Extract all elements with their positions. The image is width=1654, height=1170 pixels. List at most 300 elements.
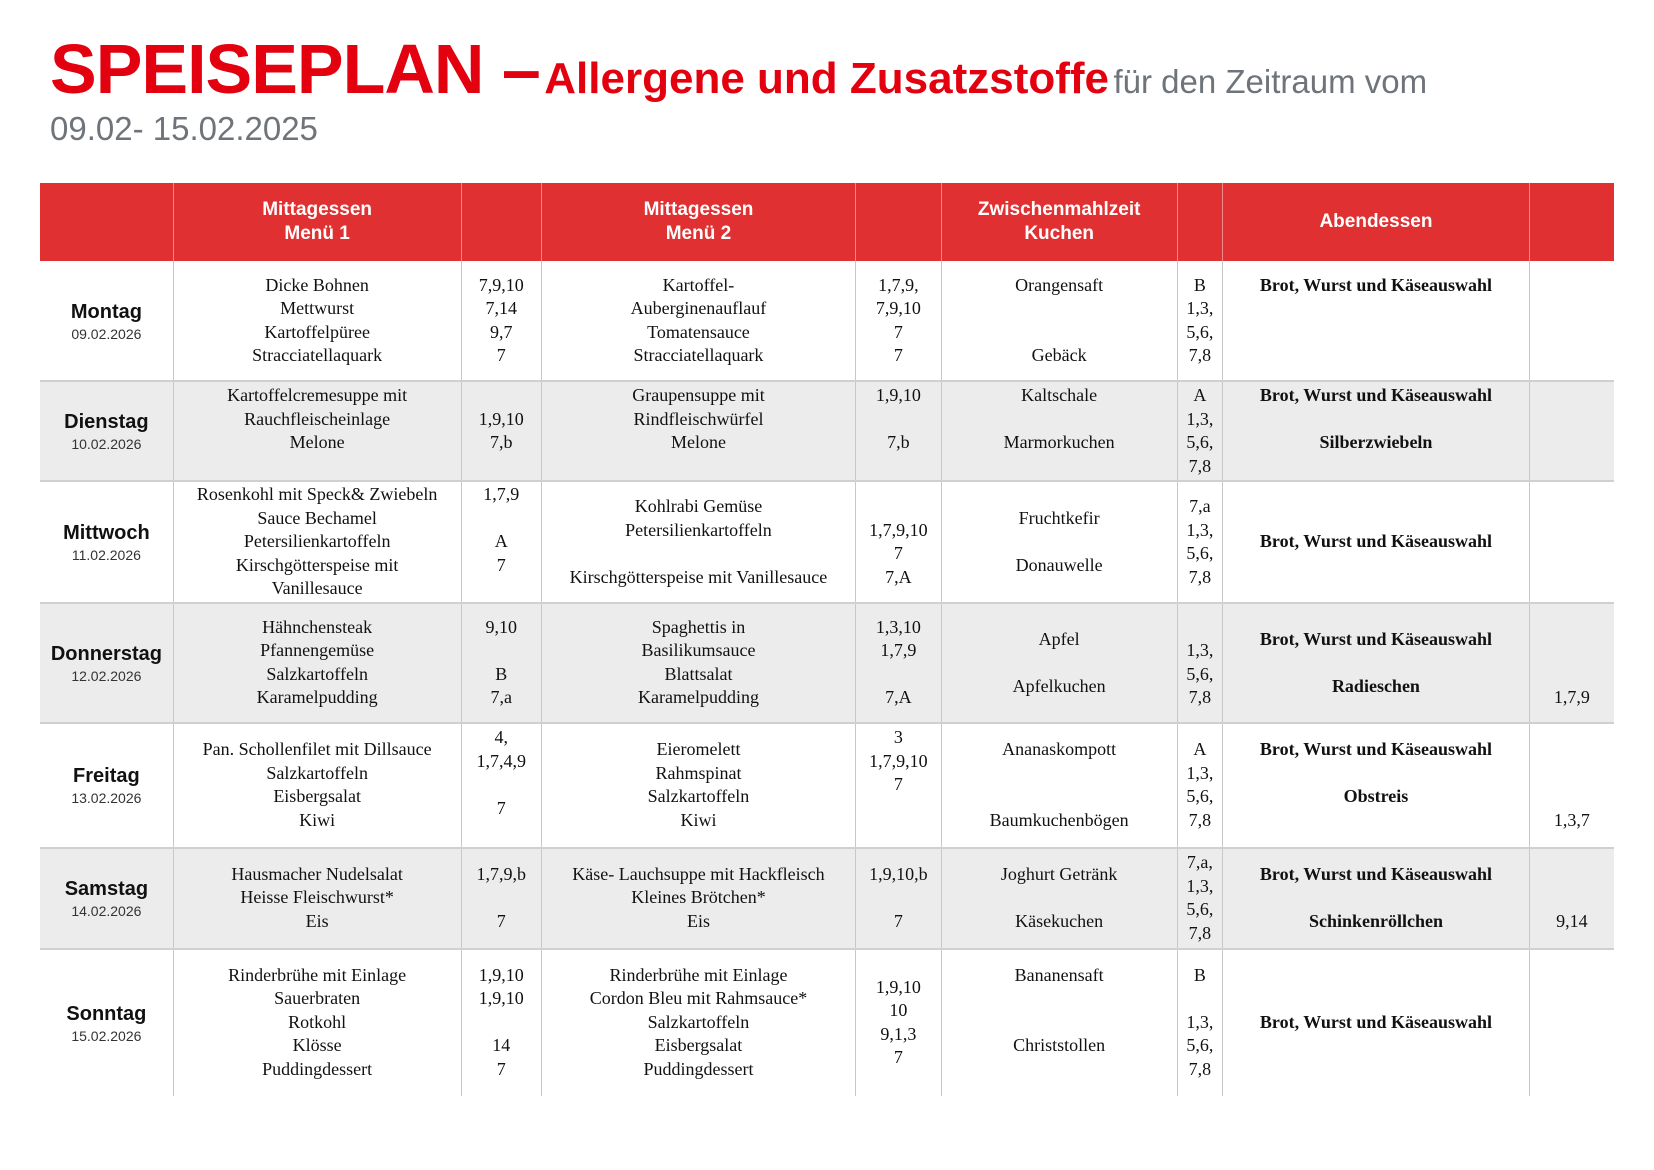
dish-line: Kirschgötterspeise mit (235, 554, 399, 575)
allergen-code: 7,8 (1188, 1058, 1212, 1079)
menu2-cell (541, 603, 855, 723)
page-title (50, 30, 1428, 108)
allergen-code: 5,6, (1186, 899, 1214, 919)
allergen-code (1532, 384, 1612, 408)
menu2-codes-cell (856, 261, 942, 381)
allergen-code: 7 (496, 1058, 506, 1079)
menu1-cell (173, 261, 461, 381)
allergen-code: 7 (496, 554, 506, 575)
allergen-code (858, 797, 939, 821)
menu2-cell (541, 481, 855, 603)
allergen-code (858, 495, 939, 519)
dish-line: Stracciatellaquark (252, 345, 383, 365)
day-name: Montag (70, 300, 142, 323)
allergen-code: 1,7,9, (878, 274, 919, 295)
allergen-code: 7,9,10 (875, 298, 921, 318)
allergen-code (464, 639, 539, 663)
allergen-code: 1,9,10 (875, 976, 921, 997)
title-main: SPEISEPLAN – (50, 30, 540, 108)
allergen-code: 9,1,3 (880, 1023, 917, 1044)
allergen-code: 1,3, (1186, 762, 1214, 783)
dish-line: Eisbergsalat (273, 786, 361, 806)
day-name: Mittwoch (63, 522, 150, 544)
allergen-code: 5,6, (1186, 1035, 1214, 1056)
allergen-code: 7,8 (1188, 687, 1212, 708)
snack-codes-cell (1177, 381, 1222, 481)
menu1-cell (173, 949, 461, 1096)
allergen-code: 7,8 (1188, 922, 1212, 943)
day-cell (40, 723, 173, 848)
dinner-codes-cell (1529, 261, 1614, 381)
dish-line: Pfannengemüse (260, 640, 375, 661)
dish-line: Joghurt Getränk (1000, 863, 1118, 884)
menu1-cell (173, 481, 461, 603)
menu1-codes-cell (461, 723, 541, 848)
dish-line: Kiwi (299, 809, 336, 830)
allergen-code: 1,3, (1186, 640, 1214, 661)
allergen-code: 7,8 (1188, 809, 1212, 830)
day-cell (40, 848, 173, 949)
dish-line: Kartoffelcremesuppe mit (227, 385, 408, 405)
allergen-code: B (1193, 964, 1206, 985)
dish-line: Graupensuppe mit (632, 385, 765, 405)
dish-line (944, 408, 1175, 432)
menu2-codes-cell (856, 949, 942, 1096)
allergen-code (1532, 431, 1612, 455)
header-snack-line2: Kuchen (1024, 223, 1094, 244)
dish-line (944, 1011, 1175, 1035)
snack-cell (941, 848, 1177, 949)
table-row (40, 603, 1614, 723)
dish-line: Kaltschale (1021, 385, 1098, 405)
allergen-code (858, 455, 939, 479)
menu2-codes-cell (856, 481, 942, 603)
dinner-codes-cell (1529, 949, 1614, 1096)
allergen-code: 10 (889, 1000, 908, 1020)
dish-line: Baumkuchenbögen (989, 809, 1129, 830)
dish-line: Brot, Wurst und Käseauswahl (1259, 531, 1492, 552)
dish-line (944, 530, 1175, 554)
allergen-code (464, 820, 539, 844)
day-date: 11.02.2026 (71, 547, 141, 563)
day-cell (40, 481, 173, 603)
day-name: Sonntag (66, 1002, 147, 1025)
allergen-code: 7 (893, 1047, 903, 1067)
dish-line (1225, 344, 1527, 368)
dish-line: Orangensaft (1015, 274, 1104, 295)
allergen-code (1532, 639, 1612, 663)
allergen-code: 7,a (1189, 496, 1211, 516)
allergen-code (464, 577, 539, 601)
dish-line: Brot, Wurst und Käseauswahl (1259, 863, 1492, 884)
menu1-codes-cell (461, 949, 541, 1096)
dish-line: Heisse Fleischwurst* (240, 887, 394, 908)
allergen-code (1532, 530, 1612, 554)
allergen-code: 5,6, (1186, 432, 1214, 452)
allergen-code (1532, 1011, 1612, 1035)
allergen-code: 7 (893, 910, 903, 931)
snack-codes-cell (1177, 481, 1222, 603)
allergen-code: 7,b (887, 432, 910, 452)
menu1-cell (173, 603, 461, 723)
allergen-code: 7,a, (1186, 852, 1213, 872)
allergen-code (464, 773, 539, 797)
allergen-code: 5,6, (1186, 786, 1214, 806)
header-menu1 (173, 183, 461, 261)
menu1-cell (173, 381, 461, 481)
dish-line: Rinderbrühe mit Einlage (609, 964, 788, 985)
dish-line: Käsekuchen (1015, 910, 1104, 931)
dish-line: Klösse (292, 1035, 342, 1056)
dish-line: Brot, Wurst und Käseauswahl (1259, 385, 1492, 405)
dish-line: Salzkartoffeln (647, 786, 750, 806)
dish-line: Tomatensauce (647, 321, 750, 342)
allergen-code (1532, 616, 1612, 640)
dish-line (944, 297, 1175, 321)
day-cell (40, 949, 173, 1096)
allergen-code: 1,3, (1186, 298, 1214, 318)
dish-line (1225, 455, 1527, 479)
dish-line (544, 455, 853, 479)
allergen-code: 7,9,10 (478, 274, 524, 295)
day-name: Samstag (64, 878, 149, 900)
menu2-cell (541, 723, 855, 848)
allergen-code: 1,7,4,9 (476, 750, 526, 771)
menu2-cell (541, 949, 855, 1096)
dish-line: Cordon Bleu mit Rahmsauce* (589, 988, 808, 1009)
dish-line: Pan. Schollenfilet mit Dillsauce (202, 739, 432, 759)
dish-line: Christstollen (1013, 1035, 1106, 1056)
allergen-code (1532, 455, 1612, 479)
allergen-code (1532, 886, 1612, 910)
day-name: Dienstag (64, 411, 149, 433)
table-row (40, 481, 1614, 603)
header-menu2 (541, 183, 855, 261)
dish-line (1225, 651, 1527, 675)
menu1-codes-cell (461, 261, 541, 381)
allergen-code: 5,6, (1186, 321, 1214, 342)
allergen-code: 7 (893, 321, 903, 342)
allergen-code (858, 408, 939, 432)
day-name: Donnerstag (50, 642, 162, 665)
day-date: 10.02.2026 (71, 436, 142, 452)
dinner-codes-cell (1529, 603, 1614, 723)
dish-line: Obstreis (1343, 786, 1409, 806)
dinner-cell (1223, 381, 1530, 481)
allergen-code (1532, 863, 1612, 887)
dish-line: Sauerbraten (274, 988, 361, 1009)
allergen-code: 1,3,7 (1553, 809, 1590, 830)
menu1-codes-cell (461, 848, 541, 949)
allergen-code: 1,9,10 (478, 408, 524, 429)
dish-line: Petersilienkartoffeln (625, 519, 772, 540)
allergen-code: 1,7,9,10 (869, 750, 928, 771)
snack-codes-cell (1177, 603, 1222, 723)
dinner-cell (1223, 481, 1530, 603)
allergen-code: A (1193, 385, 1207, 405)
dish-line: Hähnchensteak (262, 616, 373, 637)
dish-line: Kartoffelpüree (264, 321, 370, 342)
snack-codes-cell (1177, 261, 1222, 381)
day-date: 13.02.2026 (71, 790, 142, 806)
dish-line: Apfel (1038, 628, 1080, 649)
dish-line: Radieschen (1331, 675, 1420, 696)
header-menu2-line2: Menü 2 (665, 223, 732, 244)
allergen-code: 1,3, (1186, 875, 1214, 896)
dinner-cell (1223, 848, 1530, 949)
snack-cell (941, 381, 1177, 481)
day-cell (40, 603, 173, 723)
dish-line: Salzkartoffeln (647, 1011, 750, 1032)
menu2-codes-cell (856, 723, 942, 848)
dish-line (176, 455, 459, 479)
allergen-code: 1,7,9 (1553, 687, 1590, 708)
day-date: 12.02.2026 (71, 667, 142, 684)
allergen-code: 14 (492, 1035, 511, 1056)
title-sub: Allergene und Zusatzstoffe (544, 54, 1109, 103)
dish-line: Stracciatellaquark (633, 345, 764, 365)
dish-line: Brot, Wurst und Käseauswahl (1259, 1011, 1492, 1032)
allergen-code: 7 (893, 543, 903, 563)
allergen-code: 1,7,9,b (476, 863, 526, 884)
allergen-code (464, 507, 539, 531)
header-snack-codes (1177, 183, 1222, 261)
day-cell (40, 261, 173, 381)
allergen-code (1532, 663, 1612, 687)
allergen-code: 1,3,10 (875, 616, 921, 637)
day-date: 09.02.2026 (71, 325, 142, 342)
day-date: 15.02.2026 (71, 1027, 142, 1044)
allergen-code: 9,10 (485, 616, 517, 637)
dish-line: Brot, Wurst und Käseauswahl (1259, 739, 1492, 759)
allergen-code (464, 886, 539, 910)
snack-cell (941, 723, 1177, 848)
snack-codes-cell (1177, 848, 1222, 949)
table-row (40, 949, 1614, 1096)
menu2-codes-cell (856, 603, 942, 723)
dish-line: Kleines Brötchen* (631, 887, 766, 908)
dish-line: Rauchfleischeinlage (244, 408, 391, 429)
allergen-code: 7,b (489, 432, 513, 452)
dinner-codes-cell (1529, 723, 1614, 848)
allergen-code: 1,9,10 (478, 964, 524, 985)
header-menu1-line1: Mittagessen (262, 199, 373, 220)
day-date: 14.02.2026 (71, 903, 142, 919)
allergen-code: 1,9,10 (478, 988, 524, 1009)
menu1-cell (173, 848, 461, 949)
dish-line (944, 886, 1175, 910)
snack-codes-cell (1177, 949, 1222, 1096)
dish-line (944, 987, 1175, 1011)
header-menu1-line2: Menü 1 (284, 223, 350, 244)
allergen-code (1532, 344, 1612, 368)
snack-cell (941, 949, 1177, 1096)
header-menu1-codes (461, 183, 541, 261)
dish-line: Rinderbrühe mit Einlage (228, 964, 407, 985)
allergen-code: 3 (893, 727, 903, 748)
dish-line: Kirschgötterspeise mit Vanillesauce (569, 566, 828, 587)
day-cell (40, 381, 173, 481)
dish-line: Eisbergsalat (654, 1035, 743, 1056)
allergen-code: A (494, 531, 508, 552)
allergen-code: 7 (893, 345, 903, 365)
menu1-codes-cell (461, 603, 541, 723)
dish-line: Fruchtkefir (1018, 507, 1100, 528)
header-row (40, 183, 1614, 261)
dish-line: Donauwelle (1015, 554, 1103, 575)
allergen-code: 9,7 (489, 321, 513, 342)
dish-line (1225, 762, 1527, 786)
dish-line (1225, 297, 1527, 321)
allergen-code: 7,8 (1188, 455, 1212, 476)
dish-line: Basilikumsauce (641, 640, 756, 661)
dish-line: Karamelpudding (256, 687, 378, 708)
allergen-code: 7 (496, 797, 506, 818)
dish-line: Kiwi (680, 809, 717, 830)
allergen-code: 4, (494, 727, 508, 748)
allergen-code (464, 1011, 539, 1035)
dish-line: Rotkohl (288, 1011, 347, 1032)
title-tail: für den Zeitraum vom (1113, 63, 1428, 100)
dish-line: Eieromelett (656, 739, 741, 759)
allergen-code: 7 (496, 345, 506, 365)
allergen-code: 1,7,9 (483, 484, 520, 505)
dish-line: Melone (289, 432, 345, 452)
menu1-codes-cell (461, 481, 541, 603)
allergen-code (1180, 987, 1220, 1011)
dish-line: Petersilienkartoffeln (243, 531, 391, 552)
dish-line (944, 762, 1175, 786)
allergen-code: 5,6, (1186, 663, 1214, 684)
dish-line: Apfelkuchen (1012, 675, 1106, 696)
menu2-cell (541, 261, 855, 381)
header-menu2-line1: Mittagessen (643, 199, 754, 220)
allergen-code (1532, 408, 1612, 432)
allergen-code (1180, 616, 1220, 640)
snack-cell (941, 261, 1177, 381)
dish-line: Mettwurst (280, 298, 355, 318)
dish-line: Sauce Bechamel (257, 507, 377, 528)
dish-line: Silberzwiebeln (1319, 432, 1433, 452)
snack-cell (941, 603, 1177, 723)
allergen-code (1532, 274, 1612, 298)
menu2-codes-cell (856, 381, 942, 481)
table-row (40, 261, 1614, 381)
dish-line: Brot, Wurst und Käseauswahl (1259, 628, 1492, 649)
dinner-cell (1223, 603, 1530, 723)
menu1-cell (173, 723, 461, 848)
dish-line: Karamelpudding (637, 687, 759, 708)
dinner-codes-cell (1529, 481, 1614, 603)
dish-line: Rahmspinat (655, 762, 742, 783)
allergen-code (1532, 321, 1612, 345)
allergen-code: 7,8 (1188, 345, 1212, 365)
date-range: 09.02- 15.02.2025 (50, 110, 318, 147)
dish-line: Salzkartoffeln (266, 663, 368, 684)
allergen-code: 7,8 (1188, 566, 1212, 587)
header-dinner-codes (1529, 183, 1614, 261)
dish-line: Eis (305, 910, 329, 931)
allergen-code: 1,9,10 (875, 385, 921, 405)
dish-line: Kartoffel- (662, 274, 735, 295)
dish-line: Vanillesauce (271, 578, 363, 599)
menu2-codes-cell (856, 848, 942, 949)
dish-line: Melone (670, 432, 726, 452)
allergen-code: 9,14 (1556, 910, 1588, 931)
dish-line: Rindfleischwürfel (633, 408, 764, 429)
dish-line (944, 785, 1175, 809)
allergen-code (1532, 297, 1612, 321)
table-row (40, 381, 1614, 481)
header-dinner: Abendessen (1223, 183, 1530, 261)
dish-line (944, 455, 1175, 479)
dish-line (1225, 809, 1527, 833)
dish-line: Schinkenröllchen (1308, 910, 1443, 931)
dish-line (944, 1058, 1175, 1082)
dish-line (944, 321, 1175, 345)
dish-line: Auberginenauflauf (630, 298, 767, 318)
menu2-cell (541, 848, 855, 949)
menu-body (40, 261, 1614, 1096)
allergen-code: 7,A (885, 566, 912, 587)
allergen-code: B (495, 663, 508, 684)
header-menu2-codes (856, 183, 942, 261)
allergen-code: 7,A (885, 687, 912, 708)
dinner-cell (1223, 261, 1530, 381)
dish-line (544, 542, 853, 566)
allergen-code (858, 886, 939, 910)
allergen-code: 5,6, (1186, 543, 1214, 563)
menu2-cell (541, 381, 855, 481)
allergen-code (1532, 762, 1612, 786)
dish-line: Blattsalat (664, 663, 733, 684)
allergen-code: 7,14 (485, 298, 517, 318)
allergen-code: 1,7,9 (880, 640, 917, 661)
dish-line: Salzkartoffeln (266, 762, 368, 783)
allergen-code (1532, 785, 1612, 809)
allergen-code: A (1193, 739, 1207, 759)
dish-line (944, 651, 1175, 675)
dish-line (1225, 321, 1527, 345)
allergen-code (858, 663, 939, 687)
header-day (40, 183, 173, 261)
dish-line: Puddingdessert (262, 1058, 373, 1079)
dish-line: Bananensaft (1014, 964, 1104, 985)
dish-line (1225, 886, 1527, 910)
allergen-code: 1,9,10,b (869, 863, 928, 884)
allergen-code: 7 (496, 910, 506, 931)
header-snack-line1: Zwischenmahlzeit (977, 199, 1141, 220)
snack-codes-cell (1177, 723, 1222, 848)
dinner-codes-cell (1529, 381, 1614, 481)
allergen-code: 1,3, (1186, 408, 1214, 429)
allergen-code: B (1193, 274, 1206, 295)
day-name: Freitag (73, 765, 140, 787)
dish-line: Marmorkuchen (1003, 432, 1115, 452)
dinner-cell (1223, 949, 1530, 1096)
allergen-code: 1,7,9,10 (869, 519, 928, 540)
dinner-codes-cell (1529, 848, 1614, 949)
dish-line: Brot, Wurst und Käseauswahl (1259, 274, 1492, 295)
menu1-codes-cell (461, 381, 541, 481)
dish-line: Hausmacher Nudelsalat (231, 863, 403, 884)
dish-line (944, 604, 1175, 628)
dish-line: Kohlrabi Gemüse (634, 496, 763, 516)
allergen-code: 1,3, (1186, 1011, 1214, 1032)
dinner-cell (1223, 723, 1530, 848)
allergen-code (858, 820, 939, 844)
table-row (40, 723, 1614, 848)
